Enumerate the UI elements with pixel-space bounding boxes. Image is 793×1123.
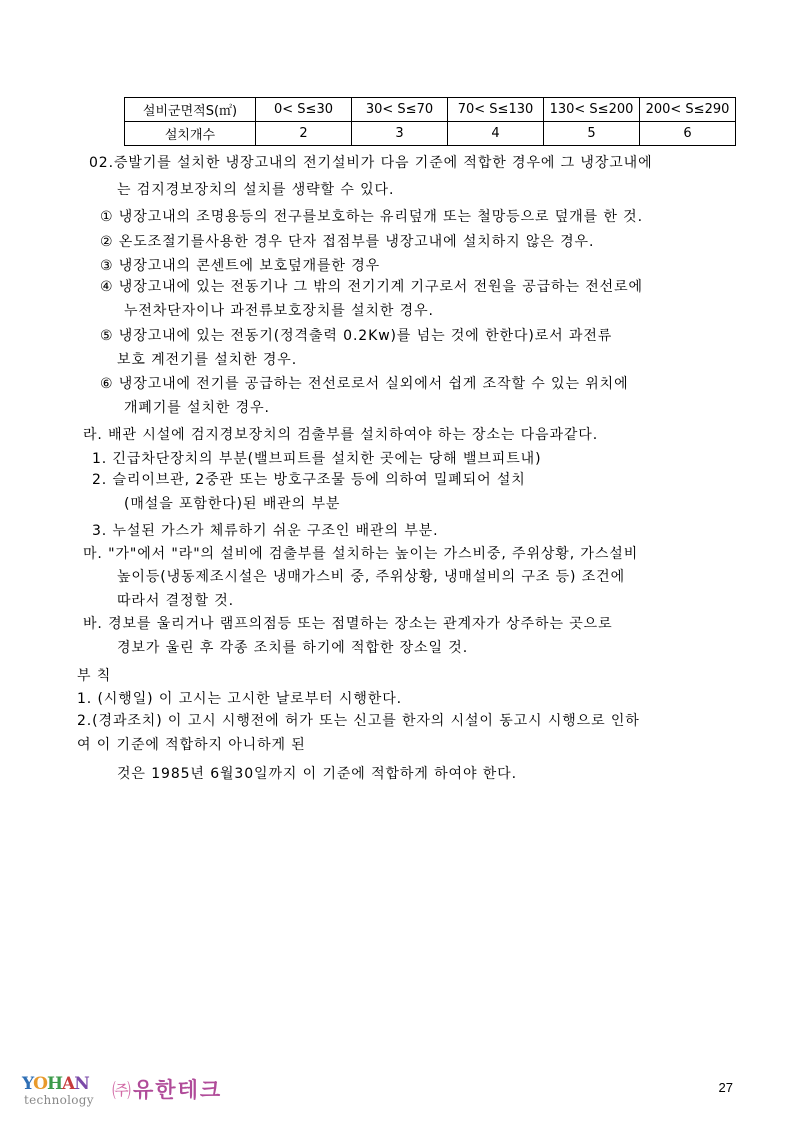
logo-letter: O bbox=[33, 1074, 47, 1094]
company-logo bbox=[22, 1072, 108, 1108]
paragraph-line: 여 이 기준에 적합하지 아니하게 된 bbox=[77, 737, 306, 753]
table-cell: 설치개수 bbox=[125, 122, 256, 146]
section-heading: 바. 경보를 울리거나 램프의점등 또는 점멸하는 장소는 관계자가 상주하는 곳으로 bbox=[83, 616, 613, 632]
list-item: ② 온도조절기를사용한 경우 단자 접점부를 냉장고내에 설치하지 않은 경우. bbox=[100, 234, 595, 250]
table-cell: 4 bbox=[448, 122, 544, 146]
logo-letter: H bbox=[46, 1074, 63, 1094]
list-item: ④ 냉장고내에 있는 전동기나 그 밖의 전기기계 기구로서 전원을 공급하는 전선로에 bbox=[100, 279, 643, 295]
list-item: 3. 누설된 가스가 체류하기 쉬운 구조인 배관의 부분. bbox=[92, 523, 439, 539]
paragraph-line: 는 검지경보장치의 설치를 생략할 수 있다. bbox=[117, 182, 395, 198]
corp-mark: ㈜ bbox=[112, 1080, 134, 1102]
list-item-continuation: 누전차단자이나 과전류보호장치를 설치한 경우. bbox=[124, 303, 434, 319]
list-item: ⑥ 냉장고내에 전기를 공급하는 전선로로서 실외에서 쉽게 조작할 수 있는 위치에 bbox=[100, 376, 629, 392]
paragraph-line: 것은 1985년 6월30일까지 이 기준에 적합하게 하여야 한다. bbox=[117, 766, 517, 782]
logo-letter: N bbox=[74, 1074, 89, 1094]
area-table bbox=[124, 97, 736, 146]
list-item: ① 냉장고내의 조명용등의 전구를보호하는 유리덮개 또는 철망등으로 덮개를 한 것. bbox=[100, 209, 643, 225]
company-name bbox=[112, 1074, 222, 1104]
list-item-continuation: 개폐기를 설치한 경우. bbox=[124, 400, 270, 416]
table-row bbox=[125, 122, 736, 146]
table-cell: 3 bbox=[352, 122, 448, 146]
logo-letter: A bbox=[62, 1074, 75, 1094]
paragraph-line: 1. (시행일) 이 고시는 고시한 날로부터 시행한다. bbox=[77, 691, 402, 707]
list-item-continuation: (매설을 포함한다)된 배관의 부분 bbox=[124, 496, 341, 512]
list-item: ⑤ 냉장고내에 있는 전동기(정격출력 0.2Kw)를 넘는 것에 한한다)로서 과전류 bbox=[100, 328, 613, 344]
paragraph-line: 02.증발기를 설치한 냉장고내의 전기설비가 다음 기준에 적합한 경우에 그 냉장고내에 bbox=[89, 155, 653, 171]
paragraph-line: 따라서 결정할 것. bbox=[117, 593, 235, 609]
table-cell: 30< S≤70 bbox=[352, 98, 448, 122]
table-cell: 130< S≤200 bbox=[544, 98, 640, 122]
supplementary-heading: 부 칙 bbox=[77, 668, 112, 684]
company-name-text: 유한테크 bbox=[133, 1078, 223, 1102]
table-cell: 70< S≤130 bbox=[448, 98, 544, 122]
table-header-row bbox=[125, 98, 736, 122]
section-heading: 마. "가"에서 "라"의 설비에 검출부를 설치하는 높이는 가스비중, 주위상황, 가스설비 bbox=[83, 546, 639, 562]
logo-letter: Y bbox=[22, 1074, 34, 1094]
table-cell: 6 bbox=[640, 122, 736, 146]
logo-wordmark bbox=[22, 1074, 89, 1094]
logo-subtitle: technology bbox=[24, 1093, 94, 1107]
table-cell: 2 bbox=[256, 122, 352, 146]
paragraph-line: 2.(경과조치) 이 고시 시행전에 허가 또는 신고를 한자의 시설이 동고시 시행으로 인하 bbox=[77, 713, 640, 729]
page-number: 27 bbox=[718, 1080, 733, 1095]
table-cell: 설비군면적S(㎡) bbox=[125, 98, 256, 122]
table-cell: 5 bbox=[544, 122, 640, 146]
section-heading: 라. 배관 시설에 검지경보장치의 검출부를 설치하여야 하는 장소는 다음과같다. bbox=[83, 427, 599, 443]
list-item: 2. 슬리이브관, 2중관 또는 방호구조물 등에 의하여 밀폐되어 설치 bbox=[92, 472, 526, 488]
table-cell: 200< S≤290 bbox=[640, 98, 736, 122]
list-item: ③ 냉장고내의 콘센트에 보호덮개를한 경우 bbox=[100, 258, 381, 274]
paragraph-line: 높이등(냉동제조시설은 냉매가스비 중, 주위상황, 냉매설비의 구조 등) 조건에 bbox=[117, 569, 626, 585]
list-item: 1. 긴급차단장치의 부분(밸브피트를 설치한 곳에는 당해 밸브피트내) bbox=[92, 451, 542, 467]
table-cell: 0< S≤30 bbox=[256, 98, 352, 122]
list-item-continuation: 보호 계전기를 설치한 경우. bbox=[117, 352, 298, 368]
paragraph-line: 경보가 울린 후 각종 조치를 하기에 적합한 장소일 것. bbox=[117, 640, 469, 656]
